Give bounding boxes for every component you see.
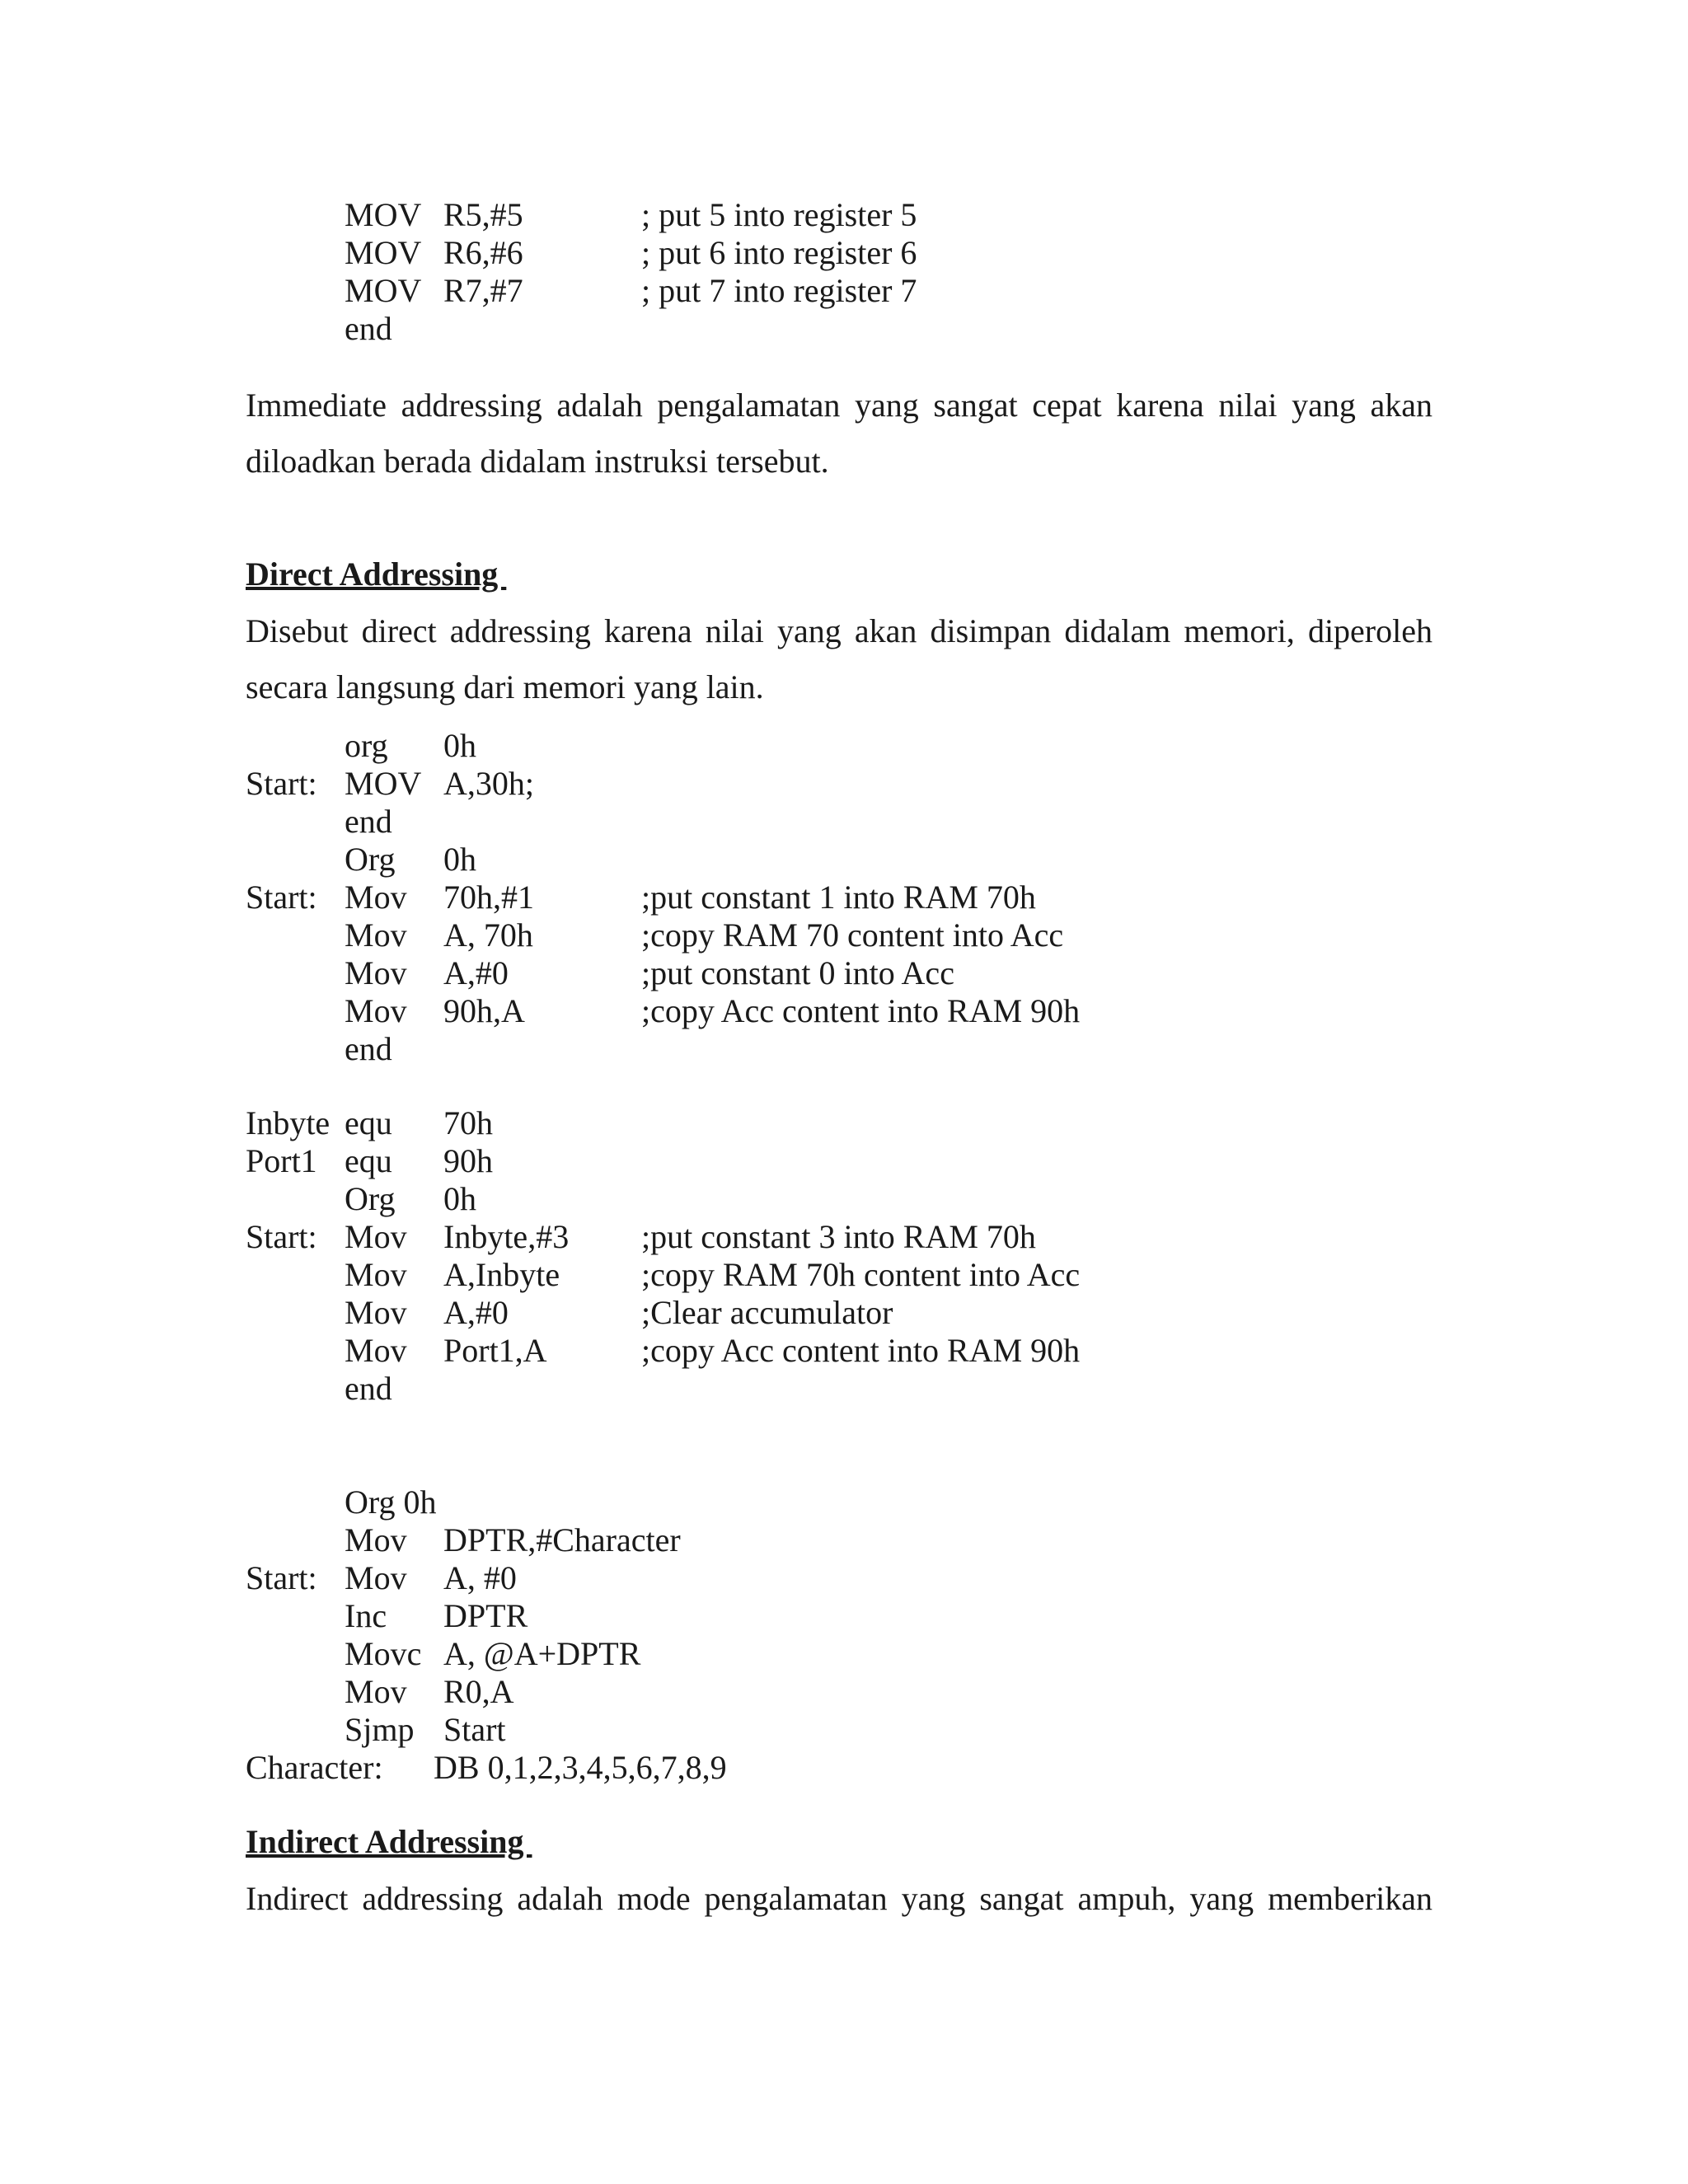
code-label: Start: bbox=[246, 879, 317, 916]
code-operand: R7,#7 bbox=[443, 272, 523, 309]
code-operand: A,30h; bbox=[443, 765, 534, 802]
code-opcode: end bbox=[345, 803, 392, 840]
code-operand: 90h bbox=[443, 1142, 493, 1179]
code-opcode: end bbox=[345, 1370, 392, 1407]
immediate-paragraph bbox=[246, 377, 1432, 490]
code-opcode: Mov bbox=[345, 1673, 407, 1710]
paragraph-line: secara langsung dari memori yang lain. bbox=[246, 668, 764, 705]
code-line bbox=[246, 916, 1064, 954]
code-label: Port1 bbox=[246, 1142, 317, 1179]
code-comment: ;put constant 0 into Acc bbox=[641, 954, 954, 991]
code-operand: A, @A+DPTR bbox=[443, 1635, 641, 1672]
code-opcode: Mov bbox=[345, 879, 407, 916]
code-line bbox=[246, 1256, 1081, 1294]
code-label: Start: bbox=[246, 1218, 317, 1255]
code-operand: R6,#6 bbox=[443, 234, 523, 271]
code-comment: ; put 7 into register 7 bbox=[641, 272, 917, 309]
code-line bbox=[246, 992, 1081, 1030]
code-org: Org 0h bbox=[345, 1483, 437, 1521]
code-opcode: Mov bbox=[345, 1521, 407, 1558]
code-line bbox=[246, 310, 392, 348]
code-opcode: Mov bbox=[345, 1332, 407, 1369]
code-line bbox=[246, 1332, 1081, 1370]
code-block-immediate bbox=[246, 196, 917, 348]
code-opcode: Mov bbox=[345, 1559, 407, 1596]
code-comment: ;put constant 1 into RAM 70h bbox=[641, 879, 1036, 916]
code-operand: 0h bbox=[443, 841, 476, 878]
code-block-direct-2 bbox=[246, 1104, 1081, 1408]
code-line bbox=[246, 1294, 893, 1332]
paragraph-line: diloadkan berada didalam instruksi tersebut. bbox=[246, 443, 829, 480]
direct-addressing-heading: Direct Addressing bbox=[246, 555, 507, 593]
code-line bbox=[246, 1370, 392, 1408]
code-operand: A, 70h bbox=[443, 916, 533, 954]
code-opcode: Movc bbox=[345, 1635, 422, 1672]
code-opcode: MOV bbox=[345, 272, 422, 309]
code-line bbox=[246, 1749, 727, 1787]
code-label: Start: bbox=[246, 1559, 317, 1596]
code-block-direct-1 bbox=[246, 727, 1081, 1068]
code-line bbox=[246, 1483, 437, 1521]
code-opcode: Inc bbox=[345, 1597, 387, 1634]
code-label: Inbyte bbox=[246, 1104, 331, 1141]
code-label: Character: bbox=[246, 1749, 383, 1786]
code-operand: 0h bbox=[443, 727, 476, 764]
code-operand: DB 0,1,2,3,4,5,6,7,8,9 bbox=[434, 1749, 727, 1786]
code-line bbox=[246, 196, 917, 234]
code-comment: ;put constant 3 into RAM 70h bbox=[641, 1218, 1036, 1255]
code-comment: ;Clear accumulator bbox=[641, 1294, 893, 1331]
code-line bbox=[246, 1673, 514, 1711]
code-operand: R0,A bbox=[443, 1673, 514, 1710]
code-block-direct-3 bbox=[246, 1483, 727, 1787]
code-opcode: Mov bbox=[345, 992, 407, 1029]
code-label: Start: bbox=[246, 765, 317, 802]
code-line bbox=[246, 1597, 528, 1635]
code-opcode: end bbox=[345, 1030, 392, 1067]
code-operand: Start bbox=[443, 1711, 506, 1748]
code-line bbox=[246, 1030, 392, 1068]
code-opcode: end bbox=[345, 310, 392, 347]
code-operand: Inbyte,#3 bbox=[443, 1218, 570, 1255]
code-opcode: Org bbox=[345, 841, 396, 878]
code-opcode: MOV bbox=[345, 765, 422, 802]
code-line bbox=[246, 234, 917, 272]
code-opcode: Mov bbox=[345, 916, 407, 954]
code-operand: Port1,A bbox=[443, 1332, 547, 1369]
code-operand: DPTR bbox=[443, 1597, 528, 1634]
code-line bbox=[246, 765, 534, 803]
code-opcode: Sjmp bbox=[345, 1711, 415, 1748]
code-operand: 90h,A bbox=[443, 992, 525, 1029]
paragraph-line: Disebut direct addressing karena nilai yang akan disimpan didalam memori, diperoleh bbox=[246, 612, 1432, 649]
code-comment: ;copy Acc content into RAM 90h bbox=[641, 1332, 1081, 1369]
code-line bbox=[246, 803, 392, 841]
code-opcode: Mov bbox=[345, 1294, 407, 1331]
code-line bbox=[246, 1180, 476, 1218]
code-comment: ;copy RAM 70h content into Acc bbox=[641, 1256, 1081, 1293]
code-opcode: Mov bbox=[345, 954, 407, 991]
code-comment: ;copy RAM 70 content into Acc bbox=[641, 916, 1064, 954]
code-comment: ; put 6 into register 6 bbox=[641, 234, 917, 271]
paragraph-line: Immediate addressing adalah pengalamatan yang sangat cepat karena nilai yang akan bbox=[246, 387, 1432, 424]
code-comment: ;copy Acc content into RAM 90h bbox=[641, 992, 1081, 1029]
code-line bbox=[246, 272, 917, 310]
code-operand: 70h bbox=[443, 1104, 493, 1141]
code-operand: A,Inbyte bbox=[443, 1256, 560, 1293]
code-comment: ; put 5 into register 5 bbox=[641, 196, 917, 233]
code-line bbox=[246, 1559, 517, 1597]
code-line bbox=[246, 727, 476, 765]
code-opcode: MOV bbox=[345, 196, 422, 233]
code-operand: A,#0 bbox=[443, 954, 509, 991]
code-opcode: equ bbox=[345, 1142, 392, 1179]
code-opcode: Org bbox=[345, 1180, 396, 1217]
code-opcode: Mov bbox=[345, 1218, 407, 1255]
code-line bbox=[246, 1521, 681, 1559]
code-line bbox=[246, 1104, 493, 1142]
code-opcode: Mov bbox=[345, 1256, 407, 1293]
code-line bbox=[246, 954, 954, 992]
paragraph-line: Indirect addressing adalah mode pengalamatan yang sangat ampuh, yang memberikan bbox=[246, 1880, 1432, 1917]
indirect-paragraph bbox=[246, 1871, 1432, 1927]
code-line bbox=[246, 1635, 641, 1673]
direct-paragraph bbox=[246, 603, 1432, 715]
code-operand: R5,#5 bbox=[443, 196, 523, 233]
code-opcode: equ bbox=[345, 1104, 392, 1141]
code-operand: 0h bbox=[443, 1180, 476, 1217]
code-opcode: org bbox=[345, 727, 388, 764]
indirect-addressing-heading: Indirect Addressing bbox=[246, 1823, 532, 1860]
code-line bbox=[246, 841, 476, 879]
code-operand: A,#0 bbox=[443, 1294, 509, 1331]
code-line bbox=[246, 1142, 493, 1180]
code-opcode: MOV bbox=[345, 234, 422, 271]
code-operand: A, #0 bbox=[443, 1559, 517, 1596]
code-line bbox=[246, 1218, 1036, 1256]
code-operand: 70h,#1 bbox=[443, 879, 534, 916]
code-line bbox=[246, 879, 1036, 916]
code-operand: DPTR,#Character bbox=[443, 1521, 681, 1558]
code-line bbox=[246, 1711, 506, 1749]
